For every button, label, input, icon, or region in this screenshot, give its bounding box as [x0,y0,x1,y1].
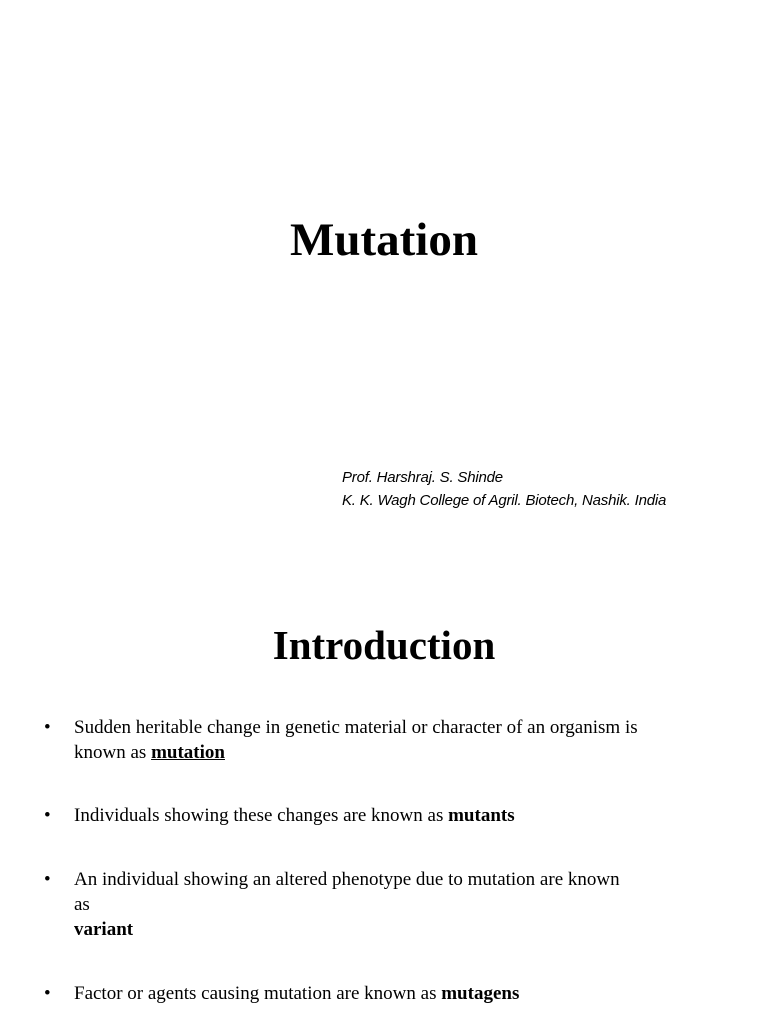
term-variant: variant [74,919,134,940]
introduction-title: Introduction [272,622,496,668]
bullet-icon: • [44,869,51,890]
bullet-text [74,715,714,765]
term-mutagens: mutagens [441,983,520,1004]
bullet-line: An individual showing an altered phenotype due to mutation are known [74,869,620,890]
bullet-line-prefix: Factor or agents causing mutation are known as [74,983,442,1004]
term-mutation: mutation [151,742,225,763]
bullet-line-prefix: known as [74,742,152,763]
bullet-line: Sudden heritable change in genetic material or character of an organism is [74,717,638,738]
bullet-line [74,740,714,765]
author-affiliation: K. K. Wagh College of Agril. Biotech, Nashik. India [342,492,667,509]
slide-title: Mutation [290,214,478,266]
bullet-icon: • [44,717,51,738]
bullet-text [74,867,714,942]
bullet-icon: • [44,983,51,1004]
introduction-slide [0,580,768,1024]
bullet-icon: • [44,805,51,826]
bullet-line: as [74,894,90,915]
author-block [342,466,666,512]
bullet-text [74,803,714,828]
bullet-line-prefix: Individuals showing these changes are known as [74,805,449,826]
author-name: Prof. Harshraj. S. Shinde [342,469,503,486]
term-mutants: mutants [448,805,515,826]
bullet-text [74,981,714,1006]
